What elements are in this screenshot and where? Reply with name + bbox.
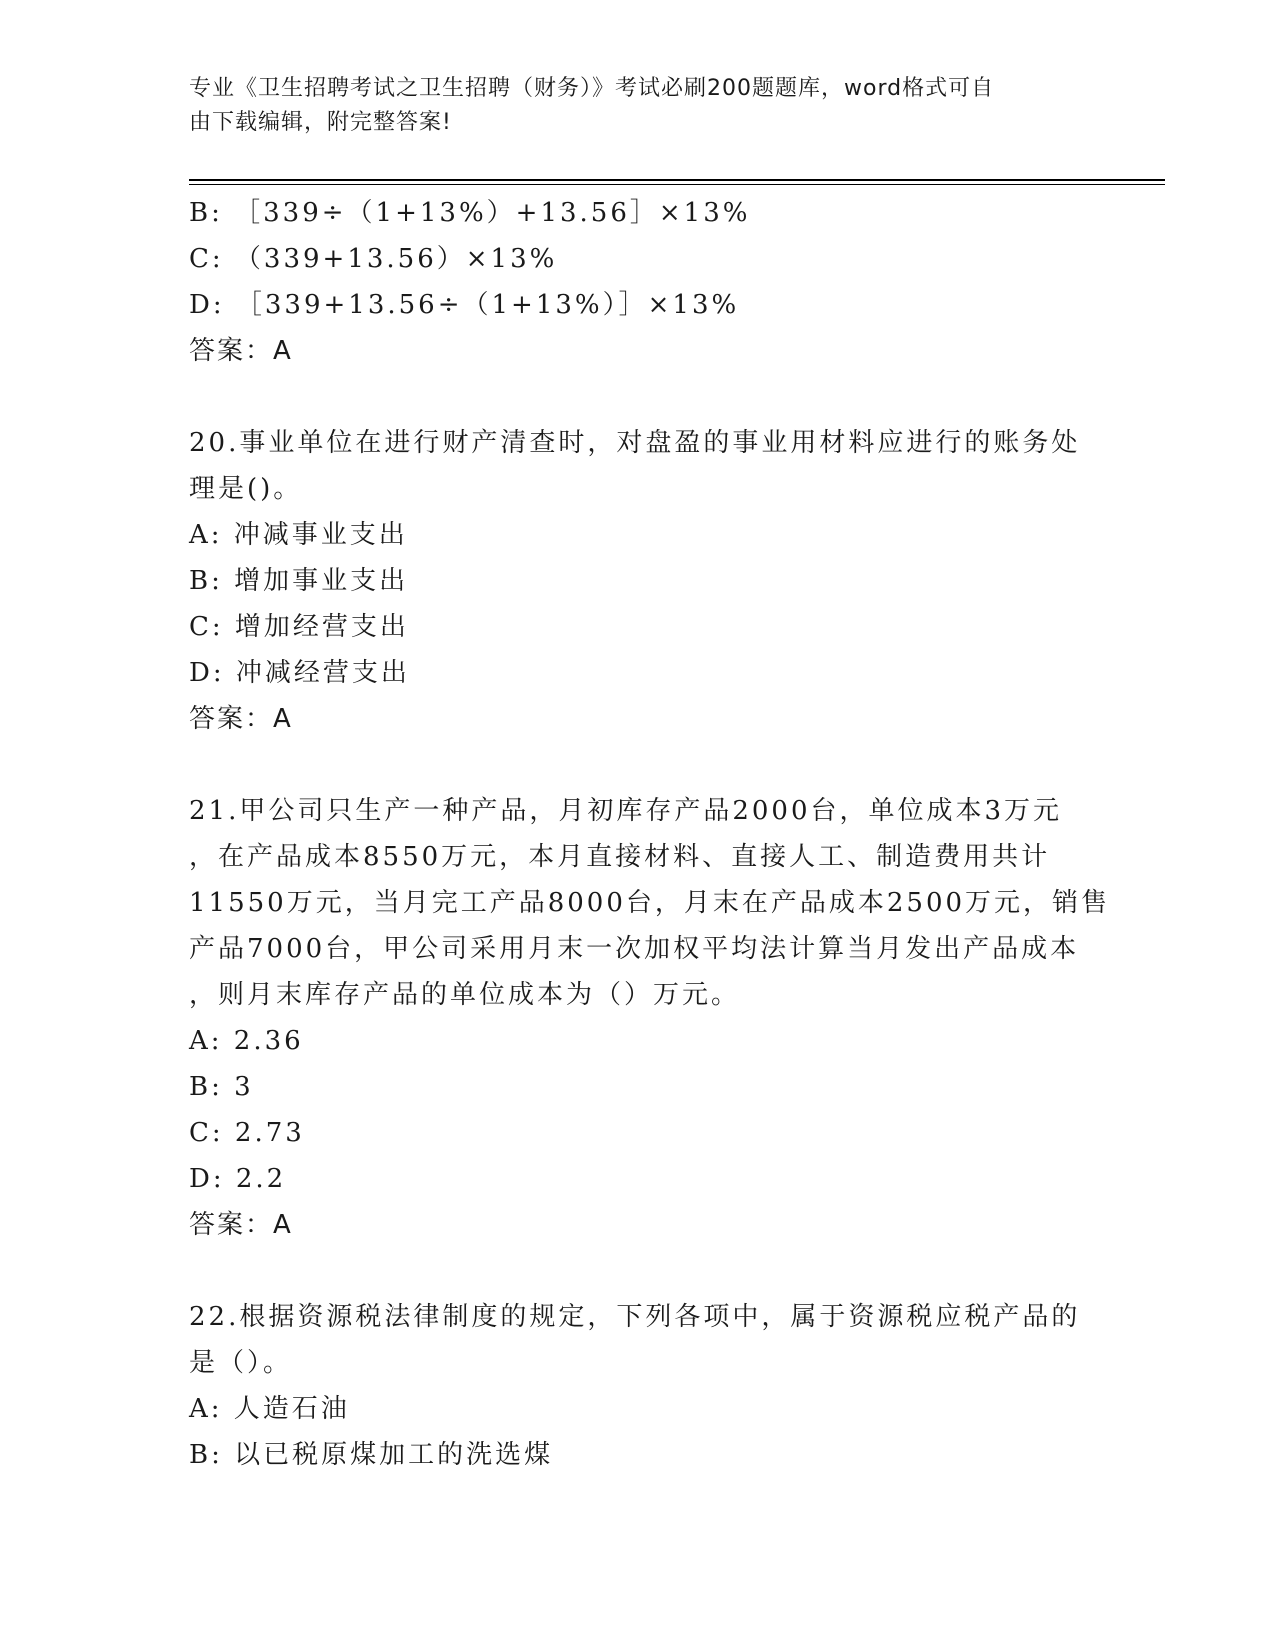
option-c: C: 2.73 — [189, 1118, 305, 1148]
option-c: C: 增加经营支出 — [189, 612, 409, 642]
question-list — [189, 190, 1111, 1478]
header-line-2: 由下载编辑，附完整答案! — [189, 110, 452, 135]
option-a: A: 人造石油 — [189, 1394, 350, 1424]
question-text-line: 22.根据资源税法律制度的规定，下列各项中，属于资源税应税产品的 — [189, 1302, 1081, 1332]
question-20 — [189, 420, 1089, 742]
answer: 答案：A — [189, 1210, 293, 1240]
header-line-1: 专业《卫生招聘考试之卫生招聘（财务）》考试必刷200题题库，word格式可自 — [189, 76, 995, 101]
option-a: A: 冲减事业支出 — [189, 520, 408, 550]
header-divider-thin — [189, 184, 1165, 185]
answer: 答案：A — [189, 336, 293, 366]
option-b: B: ［339÷（1+13%）+13.56］×13% — [189, 198, 751, 228]
answer: 答案：A — [189, 704, 293, 734]
option-a: A: 2.36 — [189, 1026, 304, 1056]
spacer — [189, 742, 1089, 788]
question-text-line: 产品7000台，甲公司采用月末一次加权平均法计算当月发出产品成本 — [189, 934, 1080, 964]
question-text-line: 21.甲公司只生产一种产品，月初库存产品2000台，单位成本3万元 — [189, 796, 1063, 826]
option-d: D: 冲减经营支出 — [189, 658, 410, 688]
question-text-line: 理是()。 — [189, 474, 303, 504]
option-b: B: 3 — [189, 1072, 254, 1102]
question-text-line: ，则月末库存产品的单位成本为（）万元。 — [189, 980, 741, 1010]
option-b: B: 以已税原煤加工的洗选煤 — [189, 1440, 554, 1470]
question-21 — [189, 788, 1111, 1248]
option-c: C: （339+13.56）×13% — [189, 244, 558, 274]
question-19 — [189, 190, 1089, 374]
spacer — [189, 374, 1089, 420]
spacer — [189, 1248, 1089, 1294]
document-header — [189, 72, 1089, 140]
question-22 — [189, 1294, 1089, 1478]
option-b: B: 增加事业支出 — [189, 566, 409, 596]
question-text-line: 是（）。 — [189, 1348, 293, 1378]
header-divider-thick — [189, 179, 1165, 181]
question-text-line: 11550万元，当月完工产品8000台，月末在产品成本2500万元，销售 — [189, 888, 1111, 918]
option-d: D: ［339+13.56÷（1+13%）］×13% — [189, 290, 740, 320]
question-text-line: 20.事业单位在进行财产清查时，对盘盈的事业用材料应进行的账务处 — [189, 428, 1081, 458]
question-text-line: ，在产品成本8550万元，本月直接材料、直接人工、制造费用共计 — [189, 842, 1051, 872]
option-d: D: 2.2 — [189, 1164, 287, 1194]
